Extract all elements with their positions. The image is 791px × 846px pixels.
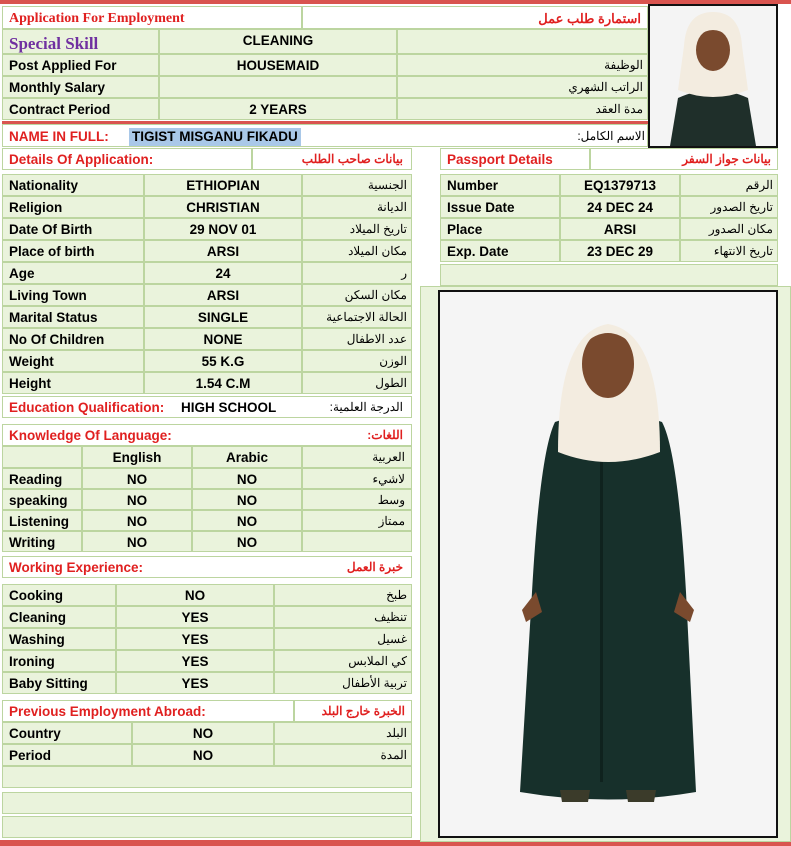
passport-ar-cell <box>680 174 778 196</box>
passport-label: Exp. Date <box>447 244 509 259</box>
personal-value: 24 <box>215 266 231 281</box>
abroad-value-cell <box>132 744 274 766</box>
salary-ar: الراتب الشهري <box>568 80 643 94</box>
experience-value: YES <box>181 632 209 647</box>
language-ar: ممتاز <box>378 514 405 528</box>
language-arabic-cell <box>192 510 302 531</box>
post-label-cell <box>2 54 159 76</box>
personal-label-cell <box>2 262 144 284</box>
experience-ar: غسيل <box>377 632 407 646</box>
special-skill-value-cell <box>159 29 397 54</box>
personal-label: Age <box>9 266 35 281</box>
post-value: HOUSEMAID <box>236 58 320 73</box>
abroad-value: NO <box>192 726 214 741</box>
personal-ar-cell <box>302 218 412 240</box>
experience-value-cell <box>116 650 274 672</box>
language-arabic-value: NO <box>236 535 258 550</box>
name-label: NAME IN FULL: <box>9 129 109 144</box>
special-skill-ar-cell <box>397 29 648 54</box>
passport-label: Place <box>447 222 483 237</box>
language-arabic-value: NO <box>236 514 258 529</box>
language-header-en: Knowledge Of Language: <box>9 428 172 443</box>
passport-value-cell <box>560 218 680 240</box>
name-row <box>2 124 648 147</box>
passport-label: Number <box>447 178 499 193</box>
application-header-ar-cell <box>252 148 412 170</box>
personal-label: Date Of Birth <box>9 222 93 237</box>
language-label-cell <box>2 489 82 510</box>
blank-row <box>2 792 412 814</box>
education-ar: الدرجة العلمية: <box>329 400 403 414</box>
abroad-header-ar: الخبرة خارج البلد <box>321 704 405 718</box>
passport-label-cell <box>440 174 560 196</box>
experience-label: Ironing <box>9 654 55 669</box>
language-col-blank <box>2 446 82 468</box>
portrait-figure-icon <box>650 6 776 146</box>
experience-value-cell <box>116 672 274 694</box>
passport-header-ar: بيانات جواز السفر <box>682 152 771 166</box>
personal-label-cell <box>2 350 144 372</box>
personal-value-cell <box>144 262 302 284</box>
personal-ar: الوزن <box>379 354 407 368</box>
personal-value: ETHIOPIAN <box>186 178 260 193</box>
personal-ar-cell <box>302 350 412 372</box>
personal-label-cell <box>2 196 144 218</box>
contract-label-cell <box>2 98 159 120</box>
language-english-cell <box>82 489 192 510</box>
experience-ar: تنظيف <box>374 610 407 624</box>
language-english-value: NO <box>126 493 148 508</box>
education-value: HIGH SCHOOL <box>181 400 277 415</box>
language-arabic-value: NO <box>236 472 258 487</box>
salary-value-cell <box>159 76 397 98</box>
passport-header-en: Passport Details <box>447 152 553 167</box>
education-row <box>2 396 412 418</box>
experience-ar-cell <box>274 584 412 606</box>
passport-value-cell <box>560 240 680 262</box>
application-header-en-cell <box>2 148 252 170</box>
experience-label-cell <box>2 606 116 628</box>
personal-ar-cell <box>302 328 412 350</box>
language-ar: لاشيء <box>372 472 405 486</box>
personal-ar: الجنسية <box>367 178 407 192</box>
post-ar-cell <box>397 54 648 76</box>
personal-label-cell <box>2 218 144 240</box>
passport-value: 23 DEC 29 <box>586 244 654 259</box>
language-english-cell <box>82 531 192 552</box>
personal-value-cell <box>144 284 302 306</box>
contract-ar: مدة العقد <box>595 102 643 116</box>
personal-value-cell <box>144 174 302 196</box>
passport-blank-row <box>440 264 778 286</box>
header-title-cell <box>2 6 302 29</box>
passport-label-cell <box>440 218 560 240</box>
language-ar-cell <box>302 489 412 510</box>
personal-label: Weight <box>9 354 54 369</box>
abroad-value-cell <box>132 722 274 744</box>
personal-ar: عدد الاطفال <box>346 332 407 346</box>
experience-value: YES <box>181 610 209 625</box>
personal-label: Marital Status <box>9 310 98 325</box>
personal-value: SINGLE <box>197 310 249 325</box>
experience-label-cell <box>2 628 116 650</box>
abroad-ar: المدة <box>380 748 407 762</box>
personal-ar-cell <box>302 284 412 306</box>
language-arabic-cell <box>192 531 302 552</box>
passport-header-en-cell <box>440 148 590 170</box>
personal-ar: الطول <box>375 376 407 390</box>
experience-ar-cell <box>274 606 412 628</box>
passport-header-ar-cell <box>590 148 778 170</box>
post-label: Post Applied For <box>9 58 117 73</box>
language-english-cell <box>82 510 192 531</box>
experience-header-ar: خبرة العمل <box>346 560 403 574</box>
experience-header-en: Working Experience: <box>9 560 144 575</box>
personal-label-cell <box>2 284 144 306</box>
experience-value: NO <box>184 588 206 603</box>
personal-value-cell <box>144 306 302 328</box>
portrait-photo <box>648 4 778 148</box>
blank-row <box>2 766 412 788</box>
personal-ar-cell <box>302 174 412 196</box>
personal-label: No Of Children <box>9 332 105 347</box>
personal-value: 1.54 C.M <box>195 376 251 391</box>
passport-label-cell <box>440 196 560 218</box>
personal-value-cell <box>144 350 302 372</box>
language-ar-cell <box>302 468 412 489</box>
experience-value: YES <box>181 676 209 691</box>
personal-value: NONE <box>203 332 243 347</box>
personal-label-cell <box>2 240 144 262</box>
header-title-ar-cell <box>302 6 648 29</box>
personal-ar: الديانة <box>376 200 407 214</box>
personal-ar-cell <box>302 372 412 394</box>
abroad-label-cell <box>2 744 132 766</box>
name-ar: الاسم الكامل: <box>577 129 645 143</box>
contract-label: Contract Period <box>9 102 111 117</box>
contract-ar-cell <box>397 98 648 120</box>
special-skill-label-cell <box>2 29 159 54</box>
abroad-label: Period <box>9 748 52 763</box>
language-header-row <box>2 424 412 446</box>
language-label-cell <box>2 468 82 489</box>
language-label: speaking <box>9 493 68 508</box>
blank-row <box>2 816 412 838</box>
experience-label: Baby Sitting <box>9 676 88 691</box>
application-header-en: Details Of Application: <box>9 152 154 167</box>
abroad-ar-cell <box>274 744 412 766</box>
passport-ar-cell <box>680 196 778 218</box>
abroad-label: Country <box>9 726 61 741</box>
language-english-value: NO <box>126 514 148 529</box>
language-col-arabic-label: Arabic <box>225 450 269 465</box>
personal-label-cell <box>2 328 144 350</box>
experience-label: Cleaning <box>9 610 67 625</box>
language-english-value: NO <box>126 472 148 487</box>
abroad-label-cell <box>2 722 132 744</box>
experience-header-row <box>2 556 412 578</box>
language-english-value: NO <box>126 535 148 550</box>
personal-value-cell <box>144 196 302 218</box>
education-label: Education Qualification: <box>9 400 165 415</box>
passport-label-cell <box>440 240 560 262</box>
contract-value: 2 YEARS <box>249 102 307 117</box>
experience-value-cell <box>116 606 274 628</box>
personal-value: 29 NOV 01 <box>189 222 257 237</box>
personal-ar: مكان الميلاد <box>348 244 407 258</box>
personal-label-cell <box>2 174 144 196</box>
personal-label: Religion <box>9 200 63 215</box>
passport-value: EQ1379713 <box>583 178 657 193</box>
experience-label-cell <box>2 650 116 672</box>
language-english-cell <box>82 468 192 489</box>
name-value: TIGIST MISGANU FIKADU <box>129 128 301 146</box>
salary-label: Monthly Salary <box>9 80 106 95</box>
personal-value: 55 K.G <box>201 354 245 369</box>
experience-ar-cell <box>274 628 412 650</box>
language-label-cell <box>2 510 82 531</box>
personal-value-cell <box>144 240 302 262</box>
passport-ar: تاريخ الصدور <box>710 200 773 214</box>
passport-value-cell <box>560 174 680 196</box>
passport-ar: الرقم <box>745 178 773 192</box>
language-ar-cell <box>302 531 412 552</box>
experience-value-cell <box>116 584 274 606</box>
language-label: Reading <box>9 472 63 487</box>
language-col-ar-label: العربية <box>372 450 405 464</box>
personal-value-cell <box>144 372 302 394</box>
full-body-photo <box>438 290 778 838</box>
passport-ar: تاريخ الانتهاء <box>713 244 773 258</box>
passport-value: ARSI <box>603 222 637 237</box>
post-value-cell <box>159 54 397 76</box>
passport-value: 24 DEC 24 <box>586 200 654 215</box>
contract-value-cell <box>159 98 397 120</box>
personal-label: Nationality <box>9 178 79 193</box>
experience-label-cell <box>2 584 116 606</box>
experience-ar: طبخ <box>386 588 407 602</box>
experience-ar: كي الملابس <box>348 654 407 668</box>
personal-ar-cell <box>302 240 412 262</box>
personal-value-cell <box>144 218 302 240</box>
abroad-header-en-cell <box>2 700 294 722</box>
language-header-ar: اللغات: <box>367 428 403 442</box>
abroad-ar: البلد <box>386 726 407 740</box>
header-title-en: Application For Employment <box>9 11 185 26</box>
salary-label-cell <box>2 76 159 98</box>
experience-label-cell <box>2 672 116 694</box>
personal-ar: الحالة الاجتماعية <box>326 310 407 324</box>
language-ar: وسط <box>377 493 405 507</box>
passport-ar-cell <box>680 218 778 240</box>
experience-ar: تربية الأطفال <box>342 676 407 690</box>
experience-label: Cooking <box>9 588 63 603</box>
personal-label: Living Town <box>9 288 87 303</box>
personal-value: ARSI <box>206 244 240 259</box>
salary-ar-cell <box>397 76 648 98</box>
abroad-ar-cell <box>274 722 412 744</box>
language-col-ar <box>302 446 412 468</box>
personal-label: Height <box>9 376 51 391</box>
personal-value-cell <box>144 328 302 350</box>
header-title-ar: استمارة طلب عمل <box>538 11 641 26</box>
language-label-cell <box>2 531 82 552</box>
personal-label-cell <box>2 372 144 394</box>
experience-label: Washing <box>9 632 65 647</box>
passport-ar: مكان الصدور <box>708 222 773 236</box>
abroad-header-en: Previous Employment Abroad: <box>9 704 206 719</box>
personal-ar-cell <box>302 262 412 284</box>
personal-ar: تاريخ الميلاد <box>349 222 407 236</box>
personal-ar: مكان السكن <box>344 288 407 302</box>
personal-label: Place of birth <box>9 244 95 259</box>
experience-ar-cell <box>274 650 412 672</box>
personal-label-cell <box>2 306 144 328</box>
application-header-ar: بيانات صاحب الطلب <box>301 152 403 166</box>
personal-ar-cell <box>302 306 412 328</box>
passport-ar-cell <box>680 240 778 262</box>
post-ar: الوظيفة <box>604 58 643 72</box>
language-arabic-cell <box>192 489 302 510</box>
language-label: Writing <box>9 535 56 550</box>
experience-value-cell <box>116 628 274 650</box>
language-ar-cell <box>302 510 412 531</box>
special-skill-value: CLEANING <box>242 33 314 48</box>
experience-ar-cell <box>274 672 412 694</box>
abroad-header-ar-cell <box>294 700 412 722</box>
passport-value-cell <box>560 196 680 218</box>
personal-ar: ر <box>401 266 407 280</box>
passport-label: Issue Date <box>447 200 515 215</box>
language-col-english-label: English <box>112 450 162 465</box>
special-skill-label: Special Skill <box>9 34 99 53</box>
language-arabic-cell <box>192 468 302 489</box>
language-arabic-value: NO <box>236 493 258 508</box>
personal-value: ARSI <box>206 288 240 303</box>
full-body-figure-icon <box>440 292 776 836</box>
abroad-value: NO <box>192 748 214 763</box>
language-col-english <box>82 446 192 468</box>
personal-ar-cell <box>302 196 412 218</box>
experience-value: YES <box>181 654 209 669</box>
language-col-arabic <box>192 446 302 468</box>
personal-value: CHRISTIAN <box>186 200 260 215</box>
language-label: Listening <box>9 514 69 529</box>
